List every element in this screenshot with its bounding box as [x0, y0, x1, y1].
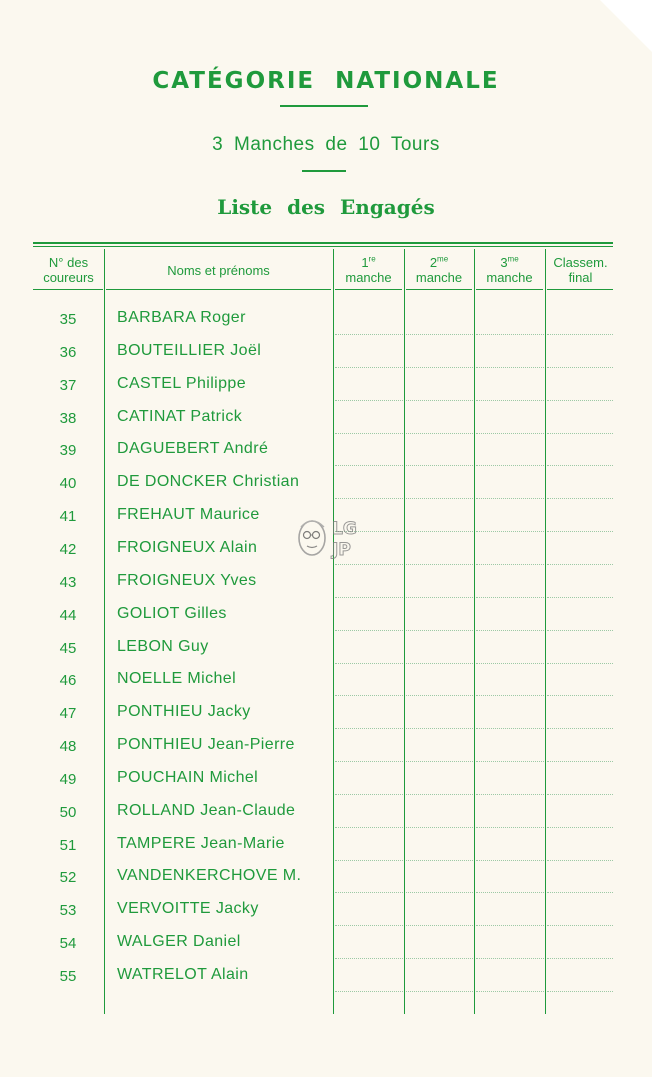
score-entry-line — [547, 465, 613, 466]
score-entry-line — [335, 728, 403, 729]
table-row — [33, 372, 613, 405]
rider-number: 38 — [59, 409, 77, 427]
score-entry-line — [335, 663, 403, 664]
rider-number: 36 — [59, 343, 77, 361]
rider-name: FROIGNEUX Alain — [117, 538, 258, 556]
score-entry-line — [406, 695, 473, 696]
score-entry-line — [547, 925, 613, 926]
score-entry-line — [335, 695, 403, 696]
score-entry-line — [547, 531, 613, 532]
table-row — [33, 667, 613, 700]
score-entry-line — [547, 827, 613, 828]
score-entry-line — [406, 663, 473, 664]
score-entry-line — [406, 597, 473, 598]
rider-name: FROIGNEUX Yves — [117, 571, 257, 589]
rider-name: CASTEL Philippe — [117, 374, 247, 392]
header-m3-word: manche — [486, 270, 533, 285]
score-entry-line — [547, 892, 613, 893]
header-names — [104, 253, 333, 287]
rider-name: WALGER Daniel — [117, 933, 241, 951]
score-entry-line — [335, 794, 403, 795]
rider-number: 52 — [59, 869, 77, 887]
header-rule — [476, 289, 543, 290]
table-row — [33, 635, 613, 668]
score-entry-line — [335, 498, 403, 499]
score-entry-line — [335, 827, 403, 828]
score-entry-line — [476, 761, 544, 762]
rider-name: VERVOITTE Jacky — [117, 900, 259, 918]
score-entry-line — [476, 367, 544, 368]
table-row — [33, 733, 613, 766]
score-entry-line — [476, 498, 544, 499]
score-entry-line — [547, 334, 613, 335]
list-title: Liste des Engagés — [217, 195, 435, 219]
score-entry-line — [406, 728, 473, 729]
header-m1-suffix: re — [368, 254, 376, 264]
face-portrait-icon — [299, 521, 325, 555]
score-entry-line — [406, 827, 473, 828]
score-entry-line — [476, 531, 544, 532]
score-entry-line — [406, 794, 473, 795]
score-entry-line — [476, 695, 544, 696]
rider-name: BOUTEILLIER Joël — [117, 341, 262, 359]
score-entry-line — [547, 433, 613, 434]
table-row — [33, 897, 613, 930]
score-entry-line — [406, 630, 473, 631]
score-entry-line — [335, 400, 403, 401]
rider-number: 49 — [59, 770, 77, 788]
score-entry-line — [547, 498, 613, 499]
score-entry-line — [547, 958, 613, 959]
score-entry-line — [547, 991, 613, 992]
header-rule — [406, 289, 472, 290]
table-row — [33, 963, 613, 996]
score-entry-line — [335, 925, 403, 926]
rider-number: 43 — [59, 573, 77, 591]
table-row — [33, 864, 613, 897]
table-row — [33, 602, 613, 635]
rider-number: 35 — [59, 311, 77, 328]
score-entry-line — [547, 367, 613, 368]
header-rule — [33, 289, 103, 290]
rider-name: DAGUEBERT André — [117, 440, 269, 458]
rider-number: 51 — [59, 836, 77, 854]
header-names-label: Noms et prénoms — [167, 262, 270, 278]
score-entry-line — [547, 728, 613, 729]
watermark-logo — [294, 515, 364, 563]
score-entry-line — [476, 925, 544, 926]
table-row — [33, 832, 613, 865]
score-entry-line — [476, 991, 544, 992]
score-entry-line — [406, 433, 473, 434]
score-entry-line — [406, 564, 473, 565]
table-top-rule-thin — [33, 246, 613, 247]
rider-number: 47 — [59, 705, 77, 723]
rider-number: 48 — [59, 738, 77, 756]
score-entry-line — [335, 367, 403, 368]
header-m2-ordinal: 2 — [429, 255, 438, 270]
score-entry-line — [476, 400, 544, 401]
score-entry-line — [335, 991, 403, 992]
table-row — [33, 569, 613, 602]
score-entry-line — [547, 597, 613, 598]
rider-name: BARBARA Roger — [117, 309, 246, 326]
header-final-ranking — [545, 253, 616, 287]
score-entry-line — [406, 860, 473, 861]
header-m3-suffix: me — [507, 254, 519, 264]
score-entry-line — [335, 958, 403, 959]
rider-name: PONTHIEU Jacky — [117, 703, 251, 721]
rider-name: NOELLE Michel — [117, 670, 237, 688]
rider-name: WATRELOT Alain — [117, 966, 249, 983]
header-rider-number — [33, 253, 104, 287]
header-manche-1 — [333, 253, 404, 287]
header-m3-ordinal: 3 — [500, 255, 508, 270]
header-rule — [106, 289, 331, 290]
table-row — [33, 437, 613, 470]
rider-name: PONTHIEU Jean-Pierre — [117, 736, 295, 754]
table-row — [33, 930, 613, 963]
score-entry-line — [476, 958, 544, 959]
logo-letters-bottom: JP — [332, 540, 351, 560]
score-entry-line — [547, 564, 613, 565]
score-entry-line — [547, 630, 613, 631]
header-rule — [335, 289, 402, 290]
header-m2-word: manche — [415, 270, 463, 285]
table-row — [33, 306, 613, 339]
score-entry-line — [335, 761, 403, 762]
header-final-line2: final — [568, 270, 593, 285]
score-entry-line — [476, 334, 544, 335]
title-underline — [280, 105, 368, 107]
rider-name: FREHAUT Maurice — [117, 506, 260, 524]
rider-number: 41 — [59, 508, 77, 526]
score-entry-line — [335, 860, 403, 861]
rider-name: CATINAT Patrick — [117, 407, 243, 425]
score-entry-line — [476, 630, 544, 631]
rider-number: 54 — [59, 935, 77, 953]
rider-number: 53 — [59, 902, 77, 920]
score-entry-line — [476, 597, 544, 598]
header-final-line1: Classem. — [553, 255, 608, 270]
score-entry-line — [406, 892, 473, 893]
header-manche-3 — [474, 253, 545, 287]
rider-name: GOLIOT Gilles — [117, 604, 227, 622]
score-entry-line — [335, 892, 403, 893]
rider-number: 45 — [59, 639, 77, 657]
score-entry-line — [476, 728, 544, 729]
header-rule — [547, 289, 613, 290]
race-format-subtitle: 3 Manches de 10 Tours — [212, 134, 440, 155]
score-entry-line — [476, 663, 544, 664]
score-entry-line — [547, 695, 613, 696]
score-entry-line — [547, 400, 613, 401]
score-entry-line — [335, 465, 403, 466]
rider-name: TAMPERE Jean-Marie — [117, 834, 285, 852]
score-entry-line — [547, 663, 613, 664]
score-entry-line — [335, 433, 403, 434]
score-entry-line — [547, 794, 613, 795]
rider-name: ROLLAND Jean-Claude — [117, 801, 296, 819]
header-m1-ordinal: 1 — [361, 255, 369, 270]
header-num-line1: N° des — [48, 255, 89, 270]
page-title: CATÉGORIE NATIONALE — [152, 68, 500, 94]
rider-number: 37 — [59, 376, 77, 394]
rider-number: 44 — [59, 606, 77, 624]
score-entry-line — [406, 925, 473, 926]
logo-letters-top: LG — [332, 519, 357, 539]
header-m2-suffix: me — [437, 254, 449, 264]
score-entry-line — [476, 564, 544, 565]
rider-number: 40 — [59, 475, 77, 493]
score-entry-line — [476, 892, 544, 893]
score-entry-line — [547, 860, 613, 861]
score-entry-line — [406, 761, 473, 762]
score-entry-line — [476, 465, 544, 466]
table-row — [33, 470, 613, 503]
rider-number: 50 — [59, 803, 77, 821]
score-entry-line — [406, 334, 473, 335]
rider-name: DE DONCKER Christian — [117, 473, 300, 491]
table-row — [33, 700, 613, 733]
score-entry-line — [476, 794, 544, 795]
score-entry-line — [406, 367, 473, 368]
table-row — [33, 339, 613, 372]
rider-number: 46 — [59, 672, 77, 690]
score-entry-line — [476, 860, 544, 861]
score-entry-line — [547, 761, 613, 762]
rider-number: 55 — [59, 968, 77, 985]
header-num-line2: coureurs — [43, 270, 94, 285]
table-top-rule — [33, 242, 613, 244]
score-entry-line — [406, 498, 473, 499]
score-entry-line — [406, 531, 473, 532]
score-entry-line — [406, 958, 473, 959]
rider-number: 39 — [59, 442, 77, 460]
rider-name: LEBON Guy — [117, 637, 209, 655]
table-row — [33, 405, 613, 438]
score-entry-line — [335, 630, 403, 631]
score-entry-line — [476, 433, 544, 434]
table-row — [33, 799, 613, 832]
rider-name: POUCHAIN Michel — [117, 768, 259, 786]
score-entry-line — [406, 400, 473, 401]
score-entry-line — [335, 564, 403, 565]
rider-number: 42 — [59, 540, 77, 558]
header-manche-2 — [404, 253, 474, 287]
rider-name: VANDENKERCHOVE M. — [117, 867, 302, 885]
subtitle-underline — [302, 170, 346, 172]
score-entry-line — [476, 827, 544, 828]
folded-page-corner — [600, 0, 652, 52]
score-entry-line — [406, 465, 473, 466]
score-entry-line — [335, 334, 403, 335]
table-row — [33, 766, 613, 799]
header-m1-word: manche — [345, 270, 392, 285]
score-entry-line — [335, 597, 403, 598]
score-entry-line — [406, 991, 473, 992]
